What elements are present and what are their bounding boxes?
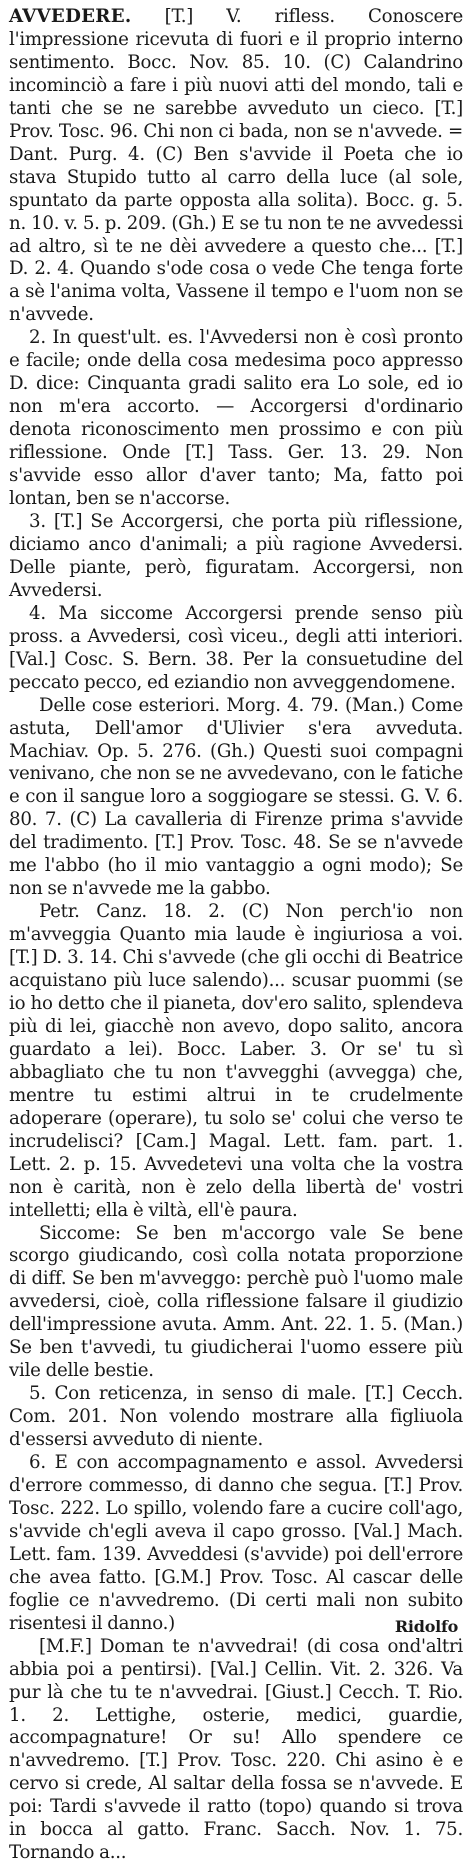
entry-headword: AVVEDERE. bbox=[9, 6, 132, 27]
entry-paragraph-1 bbox=[9, 6, 463, 327]
entry-paragraph-10: [M.F.] Doman te n'avvedrai! (di cosa ond'altri abbia poi a pentirsi). [Val.] Cellin. Vit. 2. 326. Va pur là che tu te n'avvedrai. [Giust.] Cecch. T. Rio. 1. 2. Lettighe, osterie, medici, guardie, accompagnature! Or su! Allo spendere ce n'avvedremo. [T.] Prov. Tosc. 220. Chi asino è e cervo si crede, Al saltar della fossa se n'avvede. E poi: Tardi s'avvede il ratto (topo) quando si trova in bocca al gatto. Franc. Sacch. Nov. 1. 75. Tornando a... bbox=[9, 1635, 463, 1864]
entry-paragraph-9: 6. E con accompagnamento e assol. Avvedersi d'errore commesso, di danno che segua. [T.] Prov. Tosc. 222. Lo spillo, volendo fare a cucire coll'ago, s'avvide ch'egli aveva il capo grosso. [Val.] Mach. Lett. fam. 139. Avveddesi (s'avvide) poi dell'errore che avea fatto. [G.M.] Prov. Tosc. Al cascar delle foglie ce n'avvedremo. (Di certi mali non subito risentesi il danno.) bbox=[9, 1452, 463, 1634]
entry-paragraph-8: 5. Con reticenza, in senso di male. [T.] Cecch. Com. 201. Non volendo mostrare alla figliuola d'essersi avveduto di niente. bbox=[9, 1383, 463, 1451]
entry-paragraph-2: 2. In quest'ult. es. l'Avvedersi non è così pronto e facile; onde della cosa medesima poco appresso D. dice: Cinquanta gradi salito era Lo sole, ed io non m'era accorto. — Accorgersi d'ordinario denota riconoscimento men prossimo e con più riflessione. Onde [T.] Tass. Ger. 13. 29. Non s'avvide esso allor d'aver tanto; Ma, fatto poi lontan, ben se n'accorse. bbox=[9, 327, 463, 510]
entry-paragraph-7: Siccome: Se ben m'accorgo vale Se bene scorgo giudicando, così colla notata proporzione di diff. Se ben m'avveggo: perchè può l'uomo male avvedersi, cioè, colla riflessione falsare il giudizio dell'impressione avuta. Amm. Ant. 22. 1. 5. (Man.) Se ben t'avvedi, tu giudicherai l'uomo essere più vile delle bestie. bbox=[9, 1222, 463, 1382]
page-signature: Ridolfo bbox=[394, 1617, 458, 1637]
entry-paragraph-3: 3. [T.] Se Accorgersi, che porta più riflessione, diciamo anco d'animali; a più ragione Avvedersi. Delle piante, però, figuratam. Accorgersi, non Avvedersi. bbox=[9, 510, 463, 601]
entry-paragraph-1-text: [T.] V. rifless. Conoscere l'impressione ricevuta di fuori e il proprio interno sentimento. Bocc. Nov. 85. 10. (C) Calandrino incominciò a fare i più nuovi atti del mondo, tali e tanti che se ne sarebbe avveduto un cieco. [T.] Prov. Tosc. 96. Chi non ci bada, non se n'avvede. = Dant. Purg. 4. (C) Ben s'avvide il Poeta che io stava Stupido tutto al carro della luce (al sole, spuntato da parte opposta alla solita). Bocc. g. 5. n. 10. v. 5. p. 209. (Gh.) E se tu non te ne avvedessi ad altro, sì te ne dèi avvedere a questo che... [T.] D. 2. 4. Quando s'ode cosa o vede Che tenga forte a sè l'anima volta, Vassene il tempo e l'uom non se n'avvede. bbox=[9, 6, 464, 326]
entry-paragraph-4: 4. Ma siccome Accorgersi prende senso più pross. a Avvedersi, così viceu., degli atti interiori. [Val.] Cosc. S. Bern. 38. Per la consuetudine del peccato pecco, ed eziandio non avveggendomene. bbox=[9, 602, 463, 693]
entry-paragraph-5: Delle cose esteriori. Morg. 4. 79. (Man.) Come astuta, Dell'amor d'Ulivier s'era avveduta. Machiav. Op. 5. 276. (Gh.) Questi suoi compagni venivano, che non se ne avvedevano, con le fatiche e con il sangue loro a soggiogare se stessi. G. V. 6. 80. 7. (C) La cavalleria di Firenze prima s'avvide del tradimento. [T.] Prov. Tosc. 48. Se se n'avvede me l'abbo (ho il mio vantaggio a ogni modo); Se non se n'avvede me la gabbo. bbox=[9, 694, 463, 900]
entry-paragraph-6: Petr. Canz. 18. 2. (C) Non perch'io non m'avveggia Quanto mia laude è ingiuriosa a voi. [T.] D. 3. 14. Chi s'avvede (che gli occhi di Beatrice acquistano più luce salendo)... scusar puommi (se io ho detto che il pianeta, dov'ero salito, splendeva più di lei, giacchè non avevo, dopo salito, ancora guardato a lei). Bocc. Laber. 3. Or se' tu sì abbagliato che tu non t'avvegghi (avvegga) che, mentre tu estimi altrui in te crudelmente adoperare (operare), tu solo se' colui che verso te incrudelisci? [Cam.] Magal. Lett. fam. part. 1. Lett. 2. p. 15. Avvedetevi una volta che la vostra non è carità, non è zelo della libertà de' vostri intelletti; ella è viltà, ell'è paura. bbox=[9, 901, 463, 1221]
